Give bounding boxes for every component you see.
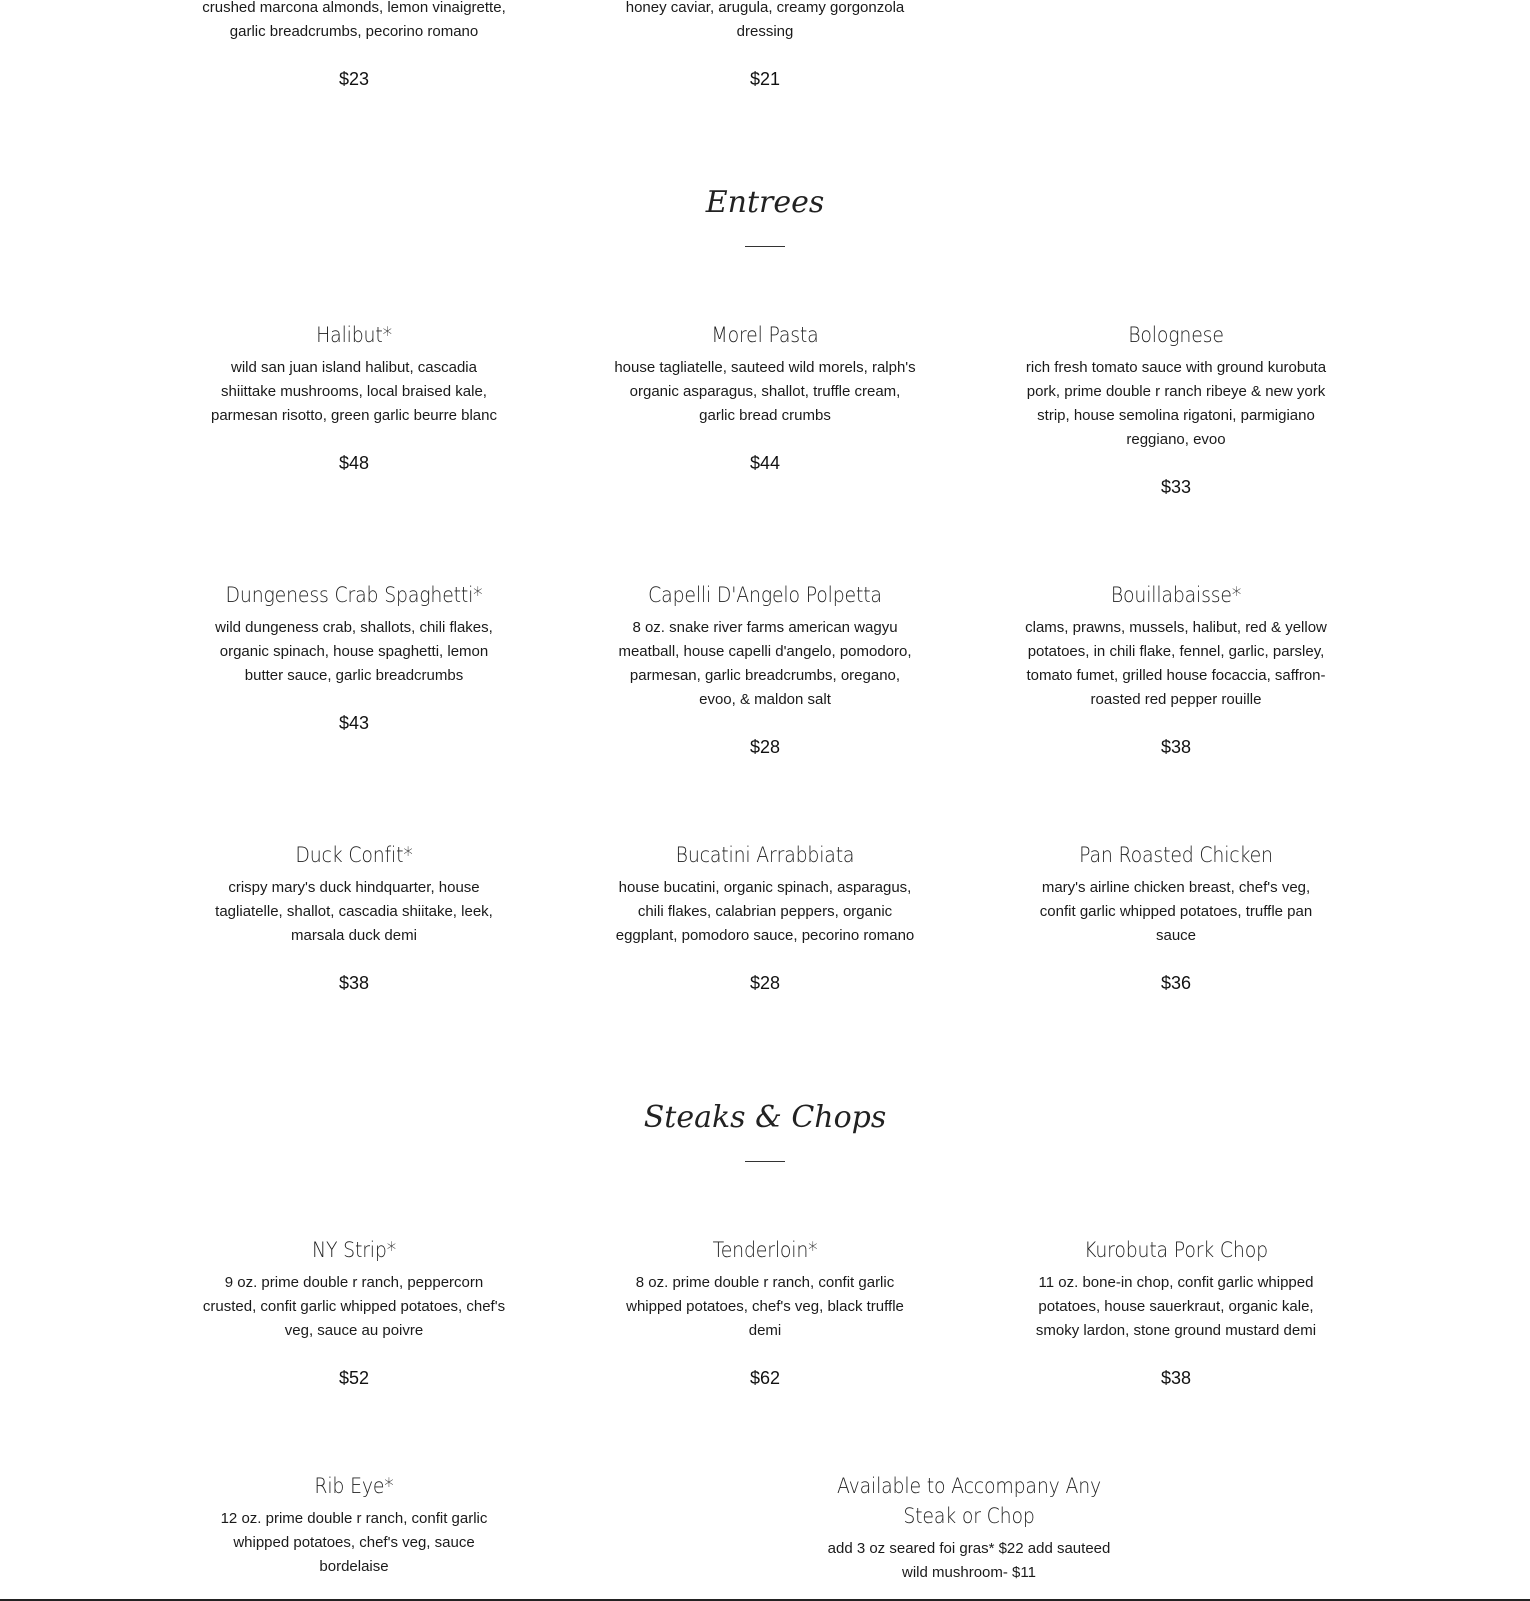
menu-item-description: clams, prawns, mussels, halibut, red & yellow potatoes, in chili flake, fennel, garlic, parsley, tomato fumet, grilled house focaccia, saffron-roasted red pepper rouille bbox=[1025, 619, 1327, 708]
menu-item-name: Pan Roasted Chicken bbox=[1079, 843, 1273, 867]
menu-item-name: Capelli D'Angelo Polpetta bbox=[648, 583, 882, 607]
menu-item-name: Rib Eye* bbox=[314, 1474, 394, 1498]
menu-item bbox=[1016, 320, 1336, 500]
menu-item-price: $38 bbox=[1160, 1368, 1192, 1388]
menu-item bbox=[194, 1235, 514, 1391]
menu-item bbox=[194, 1471, 514, 1579]
menu-item bbox=[605, 0, 925, 92]
menu-item-description: 8 oz. snake river farms american wagyu meatball, house capelli d'angelo, pomodoro, parmesan, garlic breadcrumbs, oregano, evoo, & maldon salt bbox=[618, 619, 912, 708]
menu-item bbox=[605, 320, 925, 476]
menu-item bbox=[1016, 840, 1336, 996]
menu-item-description: rich fresh tomato sauce with ground kurobuta pork, prime double r ranch ribeye & new york strip, house semolina rigatoni, parmigiano reggiano, evoo bbox=[1025, 359, 1327, 448]
menu-item-name: Available to Accompany Any Steak or Chop bbox=[836, 1474, 1102, 1528]
menu-item bbox=[194, 840, 514, 996]
menu-item-price: $23 bbox=[338, 69, 370, 89]
section-title-steaks-chops: Steaks & Chops bbox=[643, 1100, 887, 1135]
menu-item bbox=[605, 580, 925, 760]
menu-item-name: NY Strip* bbox=[312, 1238, 396, 1262]
section-divider bbox=[745, 246, 785, 247]
menu-item-description: 11 oz. bone-in chop, confit garlic whipped potatoes, house sauerkraut, organic kale, smoky lardon, stone ground mustard demi bbox=[1035, 1274, 1317, 1339]
menu-item-name: Bouillabaisse* bbox=[1110, 583, 1242, 607]
menu-item-price: $28 bbox=[749, 973, 781, 993]
menu-item-price: $52 bbox=[338, 1368, 370, 1388]
menu-item-description: wild dungeness crab, shallots, chili flakes, organic spinach, house spaghetti, lemon butter sauce, garlic breadcrumbs bbox=[215, 619, 493, 684]
menu-item-description: crispy mary's duck hindquarter, house tagliatelle, shallot, cascadia shiitake, leek, marsala duck demi bbox=[215, 879, 493, 944]
menu-item-price: $38 bbox=[1160, 737, 1192, 757]
menu-item-description: 9 oz. prime double r ranch, peppercorn crusted, confit garlic whipped potatoes, chef's veg, sauce au poivre bbox=[202, 1274, 506, 1339]
menu-item-price: $43 bbox=[338, 713, 370, 733]
menu-item-name: Bucatini Arrabbiata bbox=[675, 843, 855, 867]
menu-item-description: 12 oz. prime double r ranch, confit garlic whipped potatoes, chef's veg, sauce bordelaise bbox=[220, 1510, 488, 1575]
menu-item-price: $36 bbox=[1160, 973, 1192, 993]
menu-item bbox=[194, 0, 514, 92]
menu-item-price: $33 bbox=[1160, 477, 1192, 497]
menu-item-description: honey caviar, arugula, creamy gorgonzola dressing bbox=[625, 0, 905, 40]
menu-item-price: $21 bbox=[749, 69, 781, 89]
menu-item-name: Duck Confit* bbox=[295, 843, 413, 867]
menu-item-name: Dungeness Crab Spaghetti* bbox=[225, 583, 483, 607]
menu-item-accompaniments bbox=[809, 1471, 1129, 1585]
menu-item-name: Kurobuta Pork Chop bbox=[1084, 1238, 1268, 1262]
menu-item-description: crushed marcona almonds, lemon vinaigrette, garlic breadcrumbs, pecorino romano bbox=[202, 0, 506, 40]
menu-item bbox=[605, 1235, 925, 1391]
menu-item-name: Tenderloin* bbox=[712, 1238, 818, 1262]
menu-item-description: mary's airline chicken breast, chef's veg, confit garlic whipped potatoes, truffle pan sauce bbox=[1039, 879, 1313, 944]
menu-item-name: Morel Pasta bbox=[711, 323, 819, 347]
menu-item-description: add 3 oz seared foi gras* $22 add sauteed wild mushroom- $11 bbox=[827, 1540, 1111, 1581]
menu-item-description: wild san juan island halibut, cascadia shiittake mushrooms, local braised kale, parmesan risotto, green garlic beurre blanc bbox=[211, 359, 497, 424]
menu-item-description: 8 oz. prime double r ranch, confit garlic whipped potatoes, chef's veg, black truffle demi bbox=[626, 1274, 904, 1339]
menu-item-price: $48 bbox=[338, 453, 370, 473]
menu-item bbox=[194, 580, 514, 736]
menu-item-price: $62 bbox=[749, 1368, 781, 1388]
menu-item-price: $38 bbox=[338, 973, 370, 993]
menu-item-name: Bolognese bbox=[1128, 323, 1224, 347]
section-title-entrees: Entrees bbox=[705, 185, 825, 220]
menu-item-description: house tagliatelle, sauteed wild morels, ralph's organic asparagus, shallot, truffle cream, garlic bread crumbs bbox=[614, 359, 916, 424]
menu-item bbox=[605, 840, 925, 996]
menu-item-name: Halibut* bbox=[316, 323, 392, 347]
menu-item-description: house bucatini, organic spinach, asparagus, chili flakes, calabrian peppers, organic eggplant, pomodoro sauce, pecorino romano bbox=[615, 879, 915, 944]
section-divider bbox=[745, 1161, 785, 1162]
menu-item bbox=[1016, 1235, 1336, 1391]
menu-item bbox=[194, 320, 514, 476]
menu-item bbox=[1016, 580, 1336, 760]
menu-item-price: $28 bbox=[749, 737, 781, 757]
menu-item-price: $44 bbox=[749, 453, 781, 473]
